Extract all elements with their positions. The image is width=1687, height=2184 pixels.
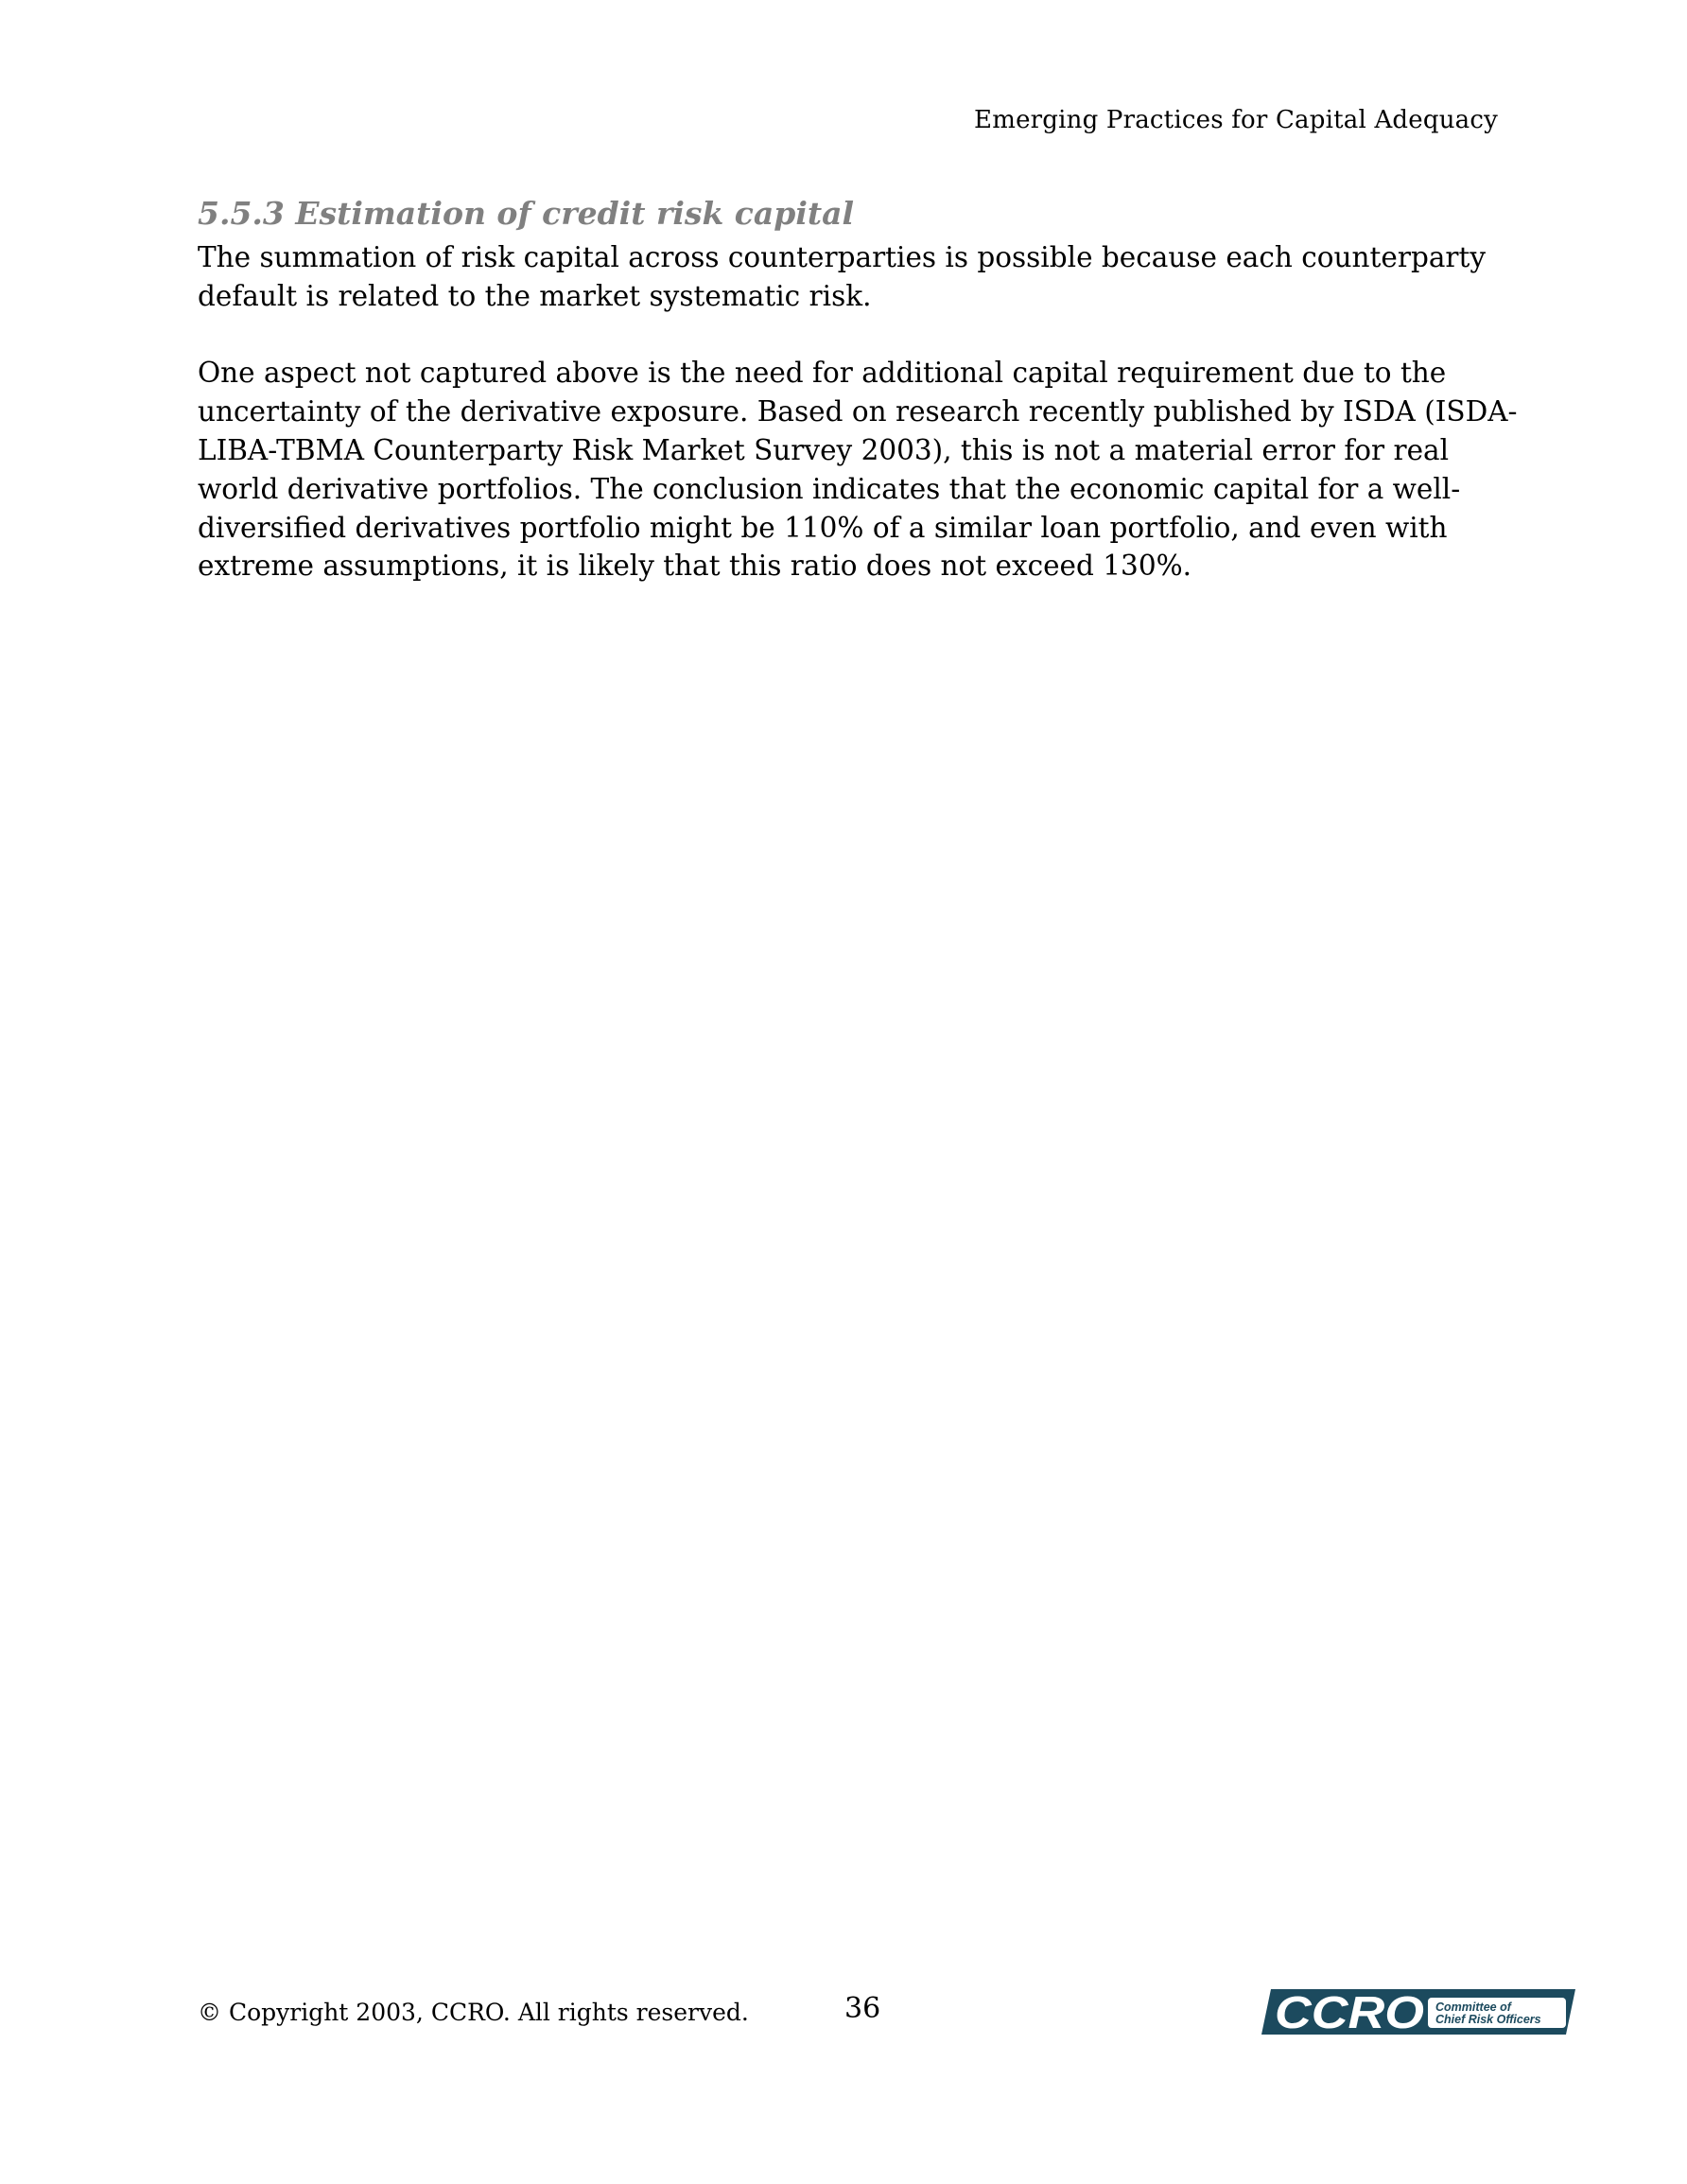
ccro-logo xyxy=(1258,1983,1579,2040)
body-paragraph-2: One aspect not captured above is the need for additional capital requirement due to the uncertainty of the derivative exposure. Based on research recently published by ISDA (ISDA-LIBA-TBMA Counterparty Risk Market Survey 2003), this is not a material error for real world derivative portfolios. The conclusion indicates that the economic capital for a well-diversified derivatives portfolio might be 110% of a similar loan portfolio, and even with extreme assumptions, it is likely that this ratio does not exceed 130%. xyxy=(198,357,1518,583)
logo-tagline-line2: Chief Risk Officers xyxy=(1435,2013,1541,2026)
logo-mark-text: CCRO xyxy=(1275,1988,1424,2038)
body-paragraph-1: The summation of risk capital across counterparties is possible because each counterparty default is related to the market systematic risk. xyxy=(198,241,1487,312)
running-header: Emerging Practices for Capital Adequacy xyxy=(974,106,1498,134)
section-heading: 5.5.3 Estimation of credit risk capital xyxy=(198,195,855,232)
logo-tagline-line1: Committee of xyxy=(1435,2001,1511,2014)
ccro-logo-graphic xyxy=(1258,1983,1579,2040)
page-number: 36 xyxy=(844,1992,881,2025)
footer-copyright: © Copyright 2003, CCRO. All rights reserved. xyxy=(198,1999,749,2026)
page-content xyxy=(198,193,1522,585)
